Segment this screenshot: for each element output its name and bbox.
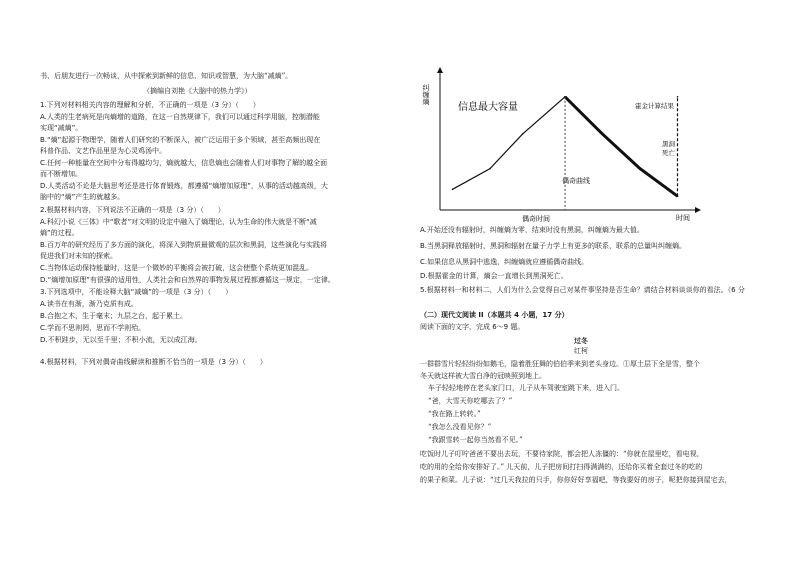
question-1: 1.下列对材料相关内容的理解和分析，不正确的一项是（3 分）（ ） xyxy=(40,101,260,109)
option-3a: A.读书在有渐，渐乃克质有成。 xyxy=(40,300,138,308)
option-2b-cont: 促进我们对未知的探索。 xyxy=(40,252,117,260)
question-3: 3.下列选项中，不能诠释大脑“减熵”的一项是（3 分）（ ） xyxy=(40,288,233,296)
series-0-point-1 xyxy=(489,168,491,170)
dialogue-4: “我跟雪转一起你当然看不见。” xyxy=(428,436,523,444)
option-2a: A.科幻小说《三体》中“歌者”对文明的设定中融入了熵理论，认为生命的伟大就是不断“减 xyxy=(40,218,317,226)
option-1d: D.人类活动不论是大脑思考还是进行体育锻炼，都遵循“熵增加原理”，从事的活动越高级，大 xyxy=(40,182,328,190)
option-3b: B.合抱之木，生于毫末；九层之台，起于累土。 xyxy=(40,312,188,320)
death-label-2: 死亡 xyxy=(662,149,675,157)
dialogue-1: “爸，大雪天你吃哪去了？” xyxy=(428,397,513,405)
dialogue-3: “我怎么没看见你？” xyxy=(428,423,492,431)
option-1a-cont: 实现“减熵”。 xyxy=(40,124,83,132)
series-2-point-0 xyxy=(677,195,679,197)
series-1-point-1 xyxy=(602,133,604,135)
page-time-label: 偶奇时间 xyxy=(522,215,550,222)
question-2: 2.根据材料内容，下列说法不正确的一项是（3 分）（ ） xyxy=(40,206,225,214)
option-4c: C.如果信息从黑洞中逃逸，纠缠熵就应遵循偶奇曲线。 xyxy=(420,258,589,266)
series-layer xyxy=(452,96,679,210)
max-info-label: 信息最大容量 xyxy=(458,102,518,113)
hawking-label: 霍金计算结果 xyxy=(635,102,674,110)
x-axis-label: 时间 xyxy=(676,214,690,222)
source-citation: （摘编自刘艳《大脑中的热力学》） xyxy=(143,87,252,95)
option-2b: B.百万年的研究经历了多方面的演化，将深入到物质最微观的层次和黑洞，这些演化与实践将 xyxy=(40,241,328,249)
option-1b: B.“熵”起源于物理学，随着人们研究的不断深入，被广泛运用于多个领域，甚至高频出现在 xyxy=(40,136,321,144)
option-2c: C.当物体运动保持能量时，这是一个微妙的平衡将会被打破，这会使整个系统更加混乱。 xyxy=(40,264,314,272)
page-curve-label: 偶奇曲线 xyxy=(562,177,590,185)
paragraph-1-cont: 冬天就这样被大雪白净的冠映照到地上。 xyxy=(420,372,546,380)
option-1b-cont: 科普作品、文艺作品里是为心灵鸡汤中。 xyxy=(40,147,166,155)
page-curve-chart xyxy=(420,62,720,222)
option-3c: C.学而不思则罔，思而不学则殆。 xyxy=(40,324,146,332)
option-4b: B.当黑洞释放辐射时，黑洞和辐射在量子力学上有更多的联系，联系的总量叫纠缠熵。 xyxy=(420,242,687,250)
option-4d: D.根据霍金的计算，熵会一直增长到黑洞死亡。 xyxy=(420,272,568,280)
death-label-1: 黑洞 xyxy=(662,140,675,148)
series-0-point-2 xyxy=(522,133,524,135)
section-intro: 阅读下面的文字，完成 6～9 题。 xyxy=(420,323,525,331)
paragraph-1-text: 一群群雪片轻轻纷纷如鹅毛，隐着胜狂舞的伯伯季来到老头身边。①厚土层下全是雪，整个 xyxy=(420,360,700,368)
option-3d: D.不积跬步，无以至千里；不积小流，无以成江海。 xyxy=(40,336,202,344)
question-5: 5.根据材料一和材料二，人们为什么会觉得自己对某件事坚持是否生命？请结合材料谈谈你的看法。（6 分 xyxy=(420,286,745,294)
paragraph-3-cont: 吃的用的全给你安排好了。” 儿天前，儿子把房间打扫得满满的，还给你买着全套过冬的吃的 xyxy=(420,463,703,471)
dialogue-2: “我在路上转转。” xyxy=(428,410,481,418)
option-1a: A.人类的生老病死是向熵增的道路，在这一自然规律下，我们可以通过科学用脑，控制潜能 xyxy=(40,113,320,121)
story-title: 过冬 xyxy=(574,336,588,345)
series-1-point-2 xyxy=(639,168,641,170)
paragraph-1 xyxy=(420,360,700,369)
option-1d-cont: 脑中的“熵”产生的就越多。 xyxy=(40,193,125,201)
y-axis-label: 纠缠熵 xyxy=(422,84,430,105)
option-2d: D.“熵增加原理”有很强的适用性，人类社会和自然界的事物发展过程都遵循这一规定，一定律。 xyxy=(40,276,335,284)
option-1c-cont: 而不断增加。 xyxy=(40,170,82,178)
section-heading: （二）现代文阅读 II（本题共 4 小题，17 分） xyxy=(420,311,569,319)
option-4a: A.开始还没有辐射时，纠缠熵为零，结束时没有黑洞，纠缠熵为最大值。 xyxy=(420,226,644,234)
intro-line: 书、后朋友进行一次畅谈，从中探索到新鲜的信息、知识或智慧，为大脑“减熵”。 xyxy=(40,72,293,80)
story-author: 红柯 xyxy=(574,347,588,355)
option-2a-cont: 熵”的过程。 xyxy=(40,229,79,237)
option-1c: C.任何一种能量在空间中分布得越均匀，熵就越大，信息熵也会随着人们对事物了解的越全面 xyxy=(40,159,328,167)
series-2-point-1 xyxy=(677,96,679,98)
paragraph-3-cont2: 的果子和菜。儿子说：“过几天我拉的只手，你你好好享福吧，等我要好的房子，呢把你接到屋宅去， xyxy=(420,476,732,484)
paragraph-3: 吃饭时儿子叮咛爸爸不要出去玩，不要待家院，都会把人冻僵的：“你就在屋里吃，看电视， xyxy=(420,450,704,458)
paragraph-2: 车子轻轻地停在老头家门口，儿子从车驾驶室跳下来，进入门。 xyxy=(428,384,624,392)
series-0-point-0 xyxy=(452,189,454,191)
question-4: 4.根据材料，下列对偶奇曲线解读和推断不恰当的一项是（3 分）（ ） xyxy=(40,358,267,366)
